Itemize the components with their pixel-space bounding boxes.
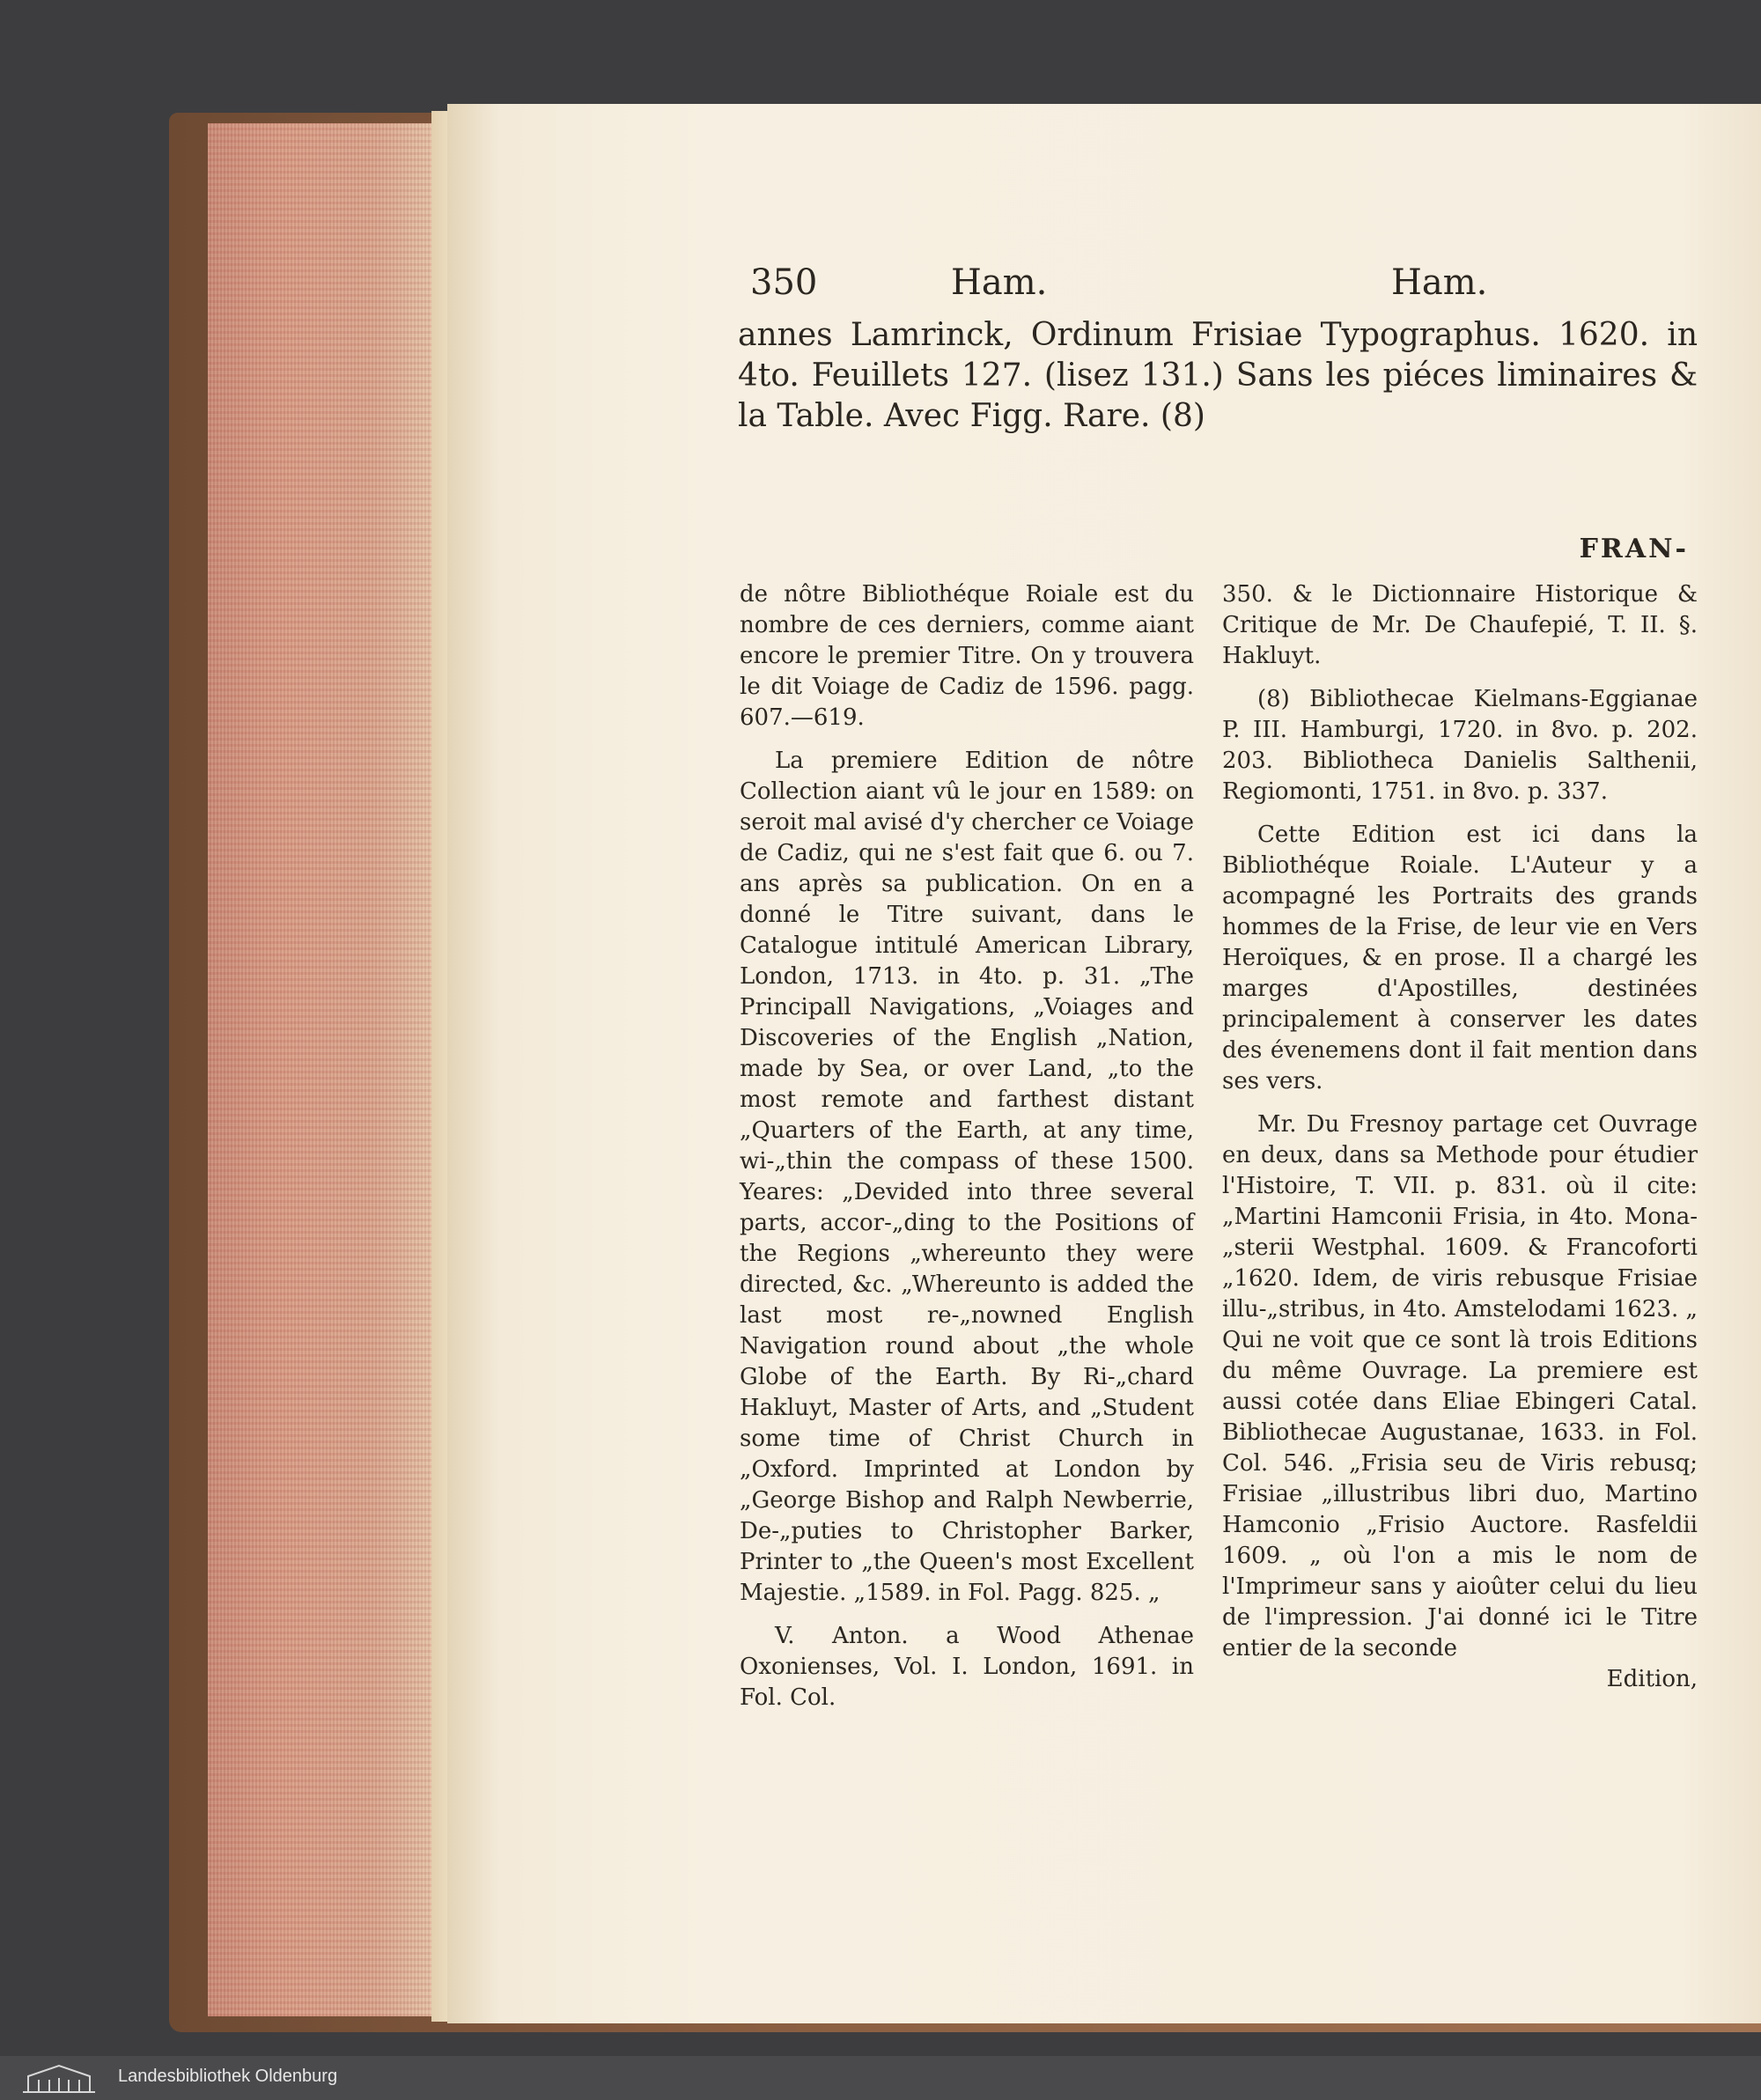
left-paragraph-1: de nôtre Bibliothéque Roiale est du nombre de ces derniers, comme aiant encore le premier Titre. On y trouvera le dit Voiage de Cadiz de 1596. pagg. 607.—619. xyxy=(740,581,1194,731)
running-title-left: Ham. xyxy=(951,262,1048,303)
library-building-icon xyxy=(19,2062,99,2094)
left-paragraph-3: V. Anton. a Wood Athenae Oxonienses, Vol. I. London, 1691. in Fol. Col. xyxy=(740,1623,1194,1711)
intro-text: annes Lamrinck, Ordinum Frisiae Typographus. 1620. in 4to. Feuillets 127. (lisez 131.) Sans les piéces liminaires & la Table. Avec Figg. Rare. (8) xyxy=(738,317,1698,434)
intro-paragraph xyxy=(738,315,1698,437)
catchword: FRAN- xyxy=(1579,534,1689,564)
right-paragraph-1: 350. & le Dictionnaire Historique & Critique de Mr. De Chaufepié, T. II. §. Hakluyt. xyxy=(1222,581,1698,669)
footer-label: Landesbibliothek Oldenburg xyxy=(118,2067,338,2086)
right-paragraph-4: Mr. Du Fresnoy partage cet Ouvrage en deux, dans sa Methode pour étudier l'Histoire, T. VII. p. 831. où il cite: „Martini Hamconii Frisia, in 4to. Mona-„sterii Westphal. 1609. & Francoforti „1620. Idem, de viris rebusque Frisiae illu-„stribus, in 4to. Amstelodami 1623. „ Qui ne voit que ce sont là trois Editions du même Ouvrage. La premiere est aussi cotée dans Eliae Ebingeri Catal. Bibliothecae Augustanae, 1633. in Fol. Col. 546. „Frisia seu de Viris rebusq; Frisiae „illustribus libri duo, Martino Hamconio „Frisio Auctore. Rasfeldii 1609. „ où l'on a mis le nom de l'Imprimeur sans y aioûter celui du lieu de l'impression. J'ai donné ici le Titre entier de la seconde xyxy=(1222,1111,1698,1662)
left-column xyxy=(740,579,1194,1726)
page-number: 350 xyxy=(750,262,818,303)
page-edge xyxy=(208,123,447,2016)
right-paragraph-2: (8) Bibliothecae Kielmans-Eggianae P. III. Hamburgi, 1720. in 8vo. p. 202. 203. Bibliotheca Danielis Salthenii, Regiomonti, 1751. in 8vo. p. 337. xyxy=(1222,686,1698,805)
running-title-right: Ham. xyxy=(1391,262,1488,303)
right-column xyxy=(1222,579,1698,1707)
footer-bar xyxy=(0,2056,1761,2100)
right-paragraph-5: Edition, xyxy=(1606,1666,1698,1692)
running-head xyxy=(447,262,1761,315)
left-paragraph-2: La premiere Edition de nôtre Collection aiant vû le jour en 1589: on seroit mal avisé d'y chercher ce Voiage de Cadiz, qui ne s'est fait que 6. ou 7. ans après sa publication. On en a donné le Titre suivant, dans le Catalogue intitulé American Library, London, 1713. in 4to. p. 31. „The Principall Navigations, „Voiages and Discoveries of the English „Nation, made by Sea, or over Land, „to the most remote and farthest distant „Quarters of the Earth, at any time, wi-„thin the compass of these 1500. Yeares: „Devided into three several parts, accor-„ding to the Positions of the Regions „whereunto they were directed, &c. „Whereunto is added the last most re-„nowned English Navigation round about „the whole Globe of the Earth. By Ri-„chard Hakluyt, Master of Arts, and „Student some time of Christ Church in „Oxford. Imprinted at London by „George Bishop and Ralph Newberrie, De-„puties to Christopher Barker, Printer to „the Queen's most Excellent Majestie. „1589. in Fol. Pagg. 825. „ xyxy=(740,748,1194,1606)
book-page xyxy=(447,104,1761,2023)
right-paragraph-3: Cette Edition est ici dans la Bibliothéque Roiale. L'Auteur y a acompagné les Portraits des grands hommes de la Frise, de leur vie en Vers Heroïques, & en prose. Il a chargé les marges d'Apostilles, destinées principalement à conserver les dates des évenemens dont il fait mention dans ses vers. xyxy=(1222,822,1698,1094)
